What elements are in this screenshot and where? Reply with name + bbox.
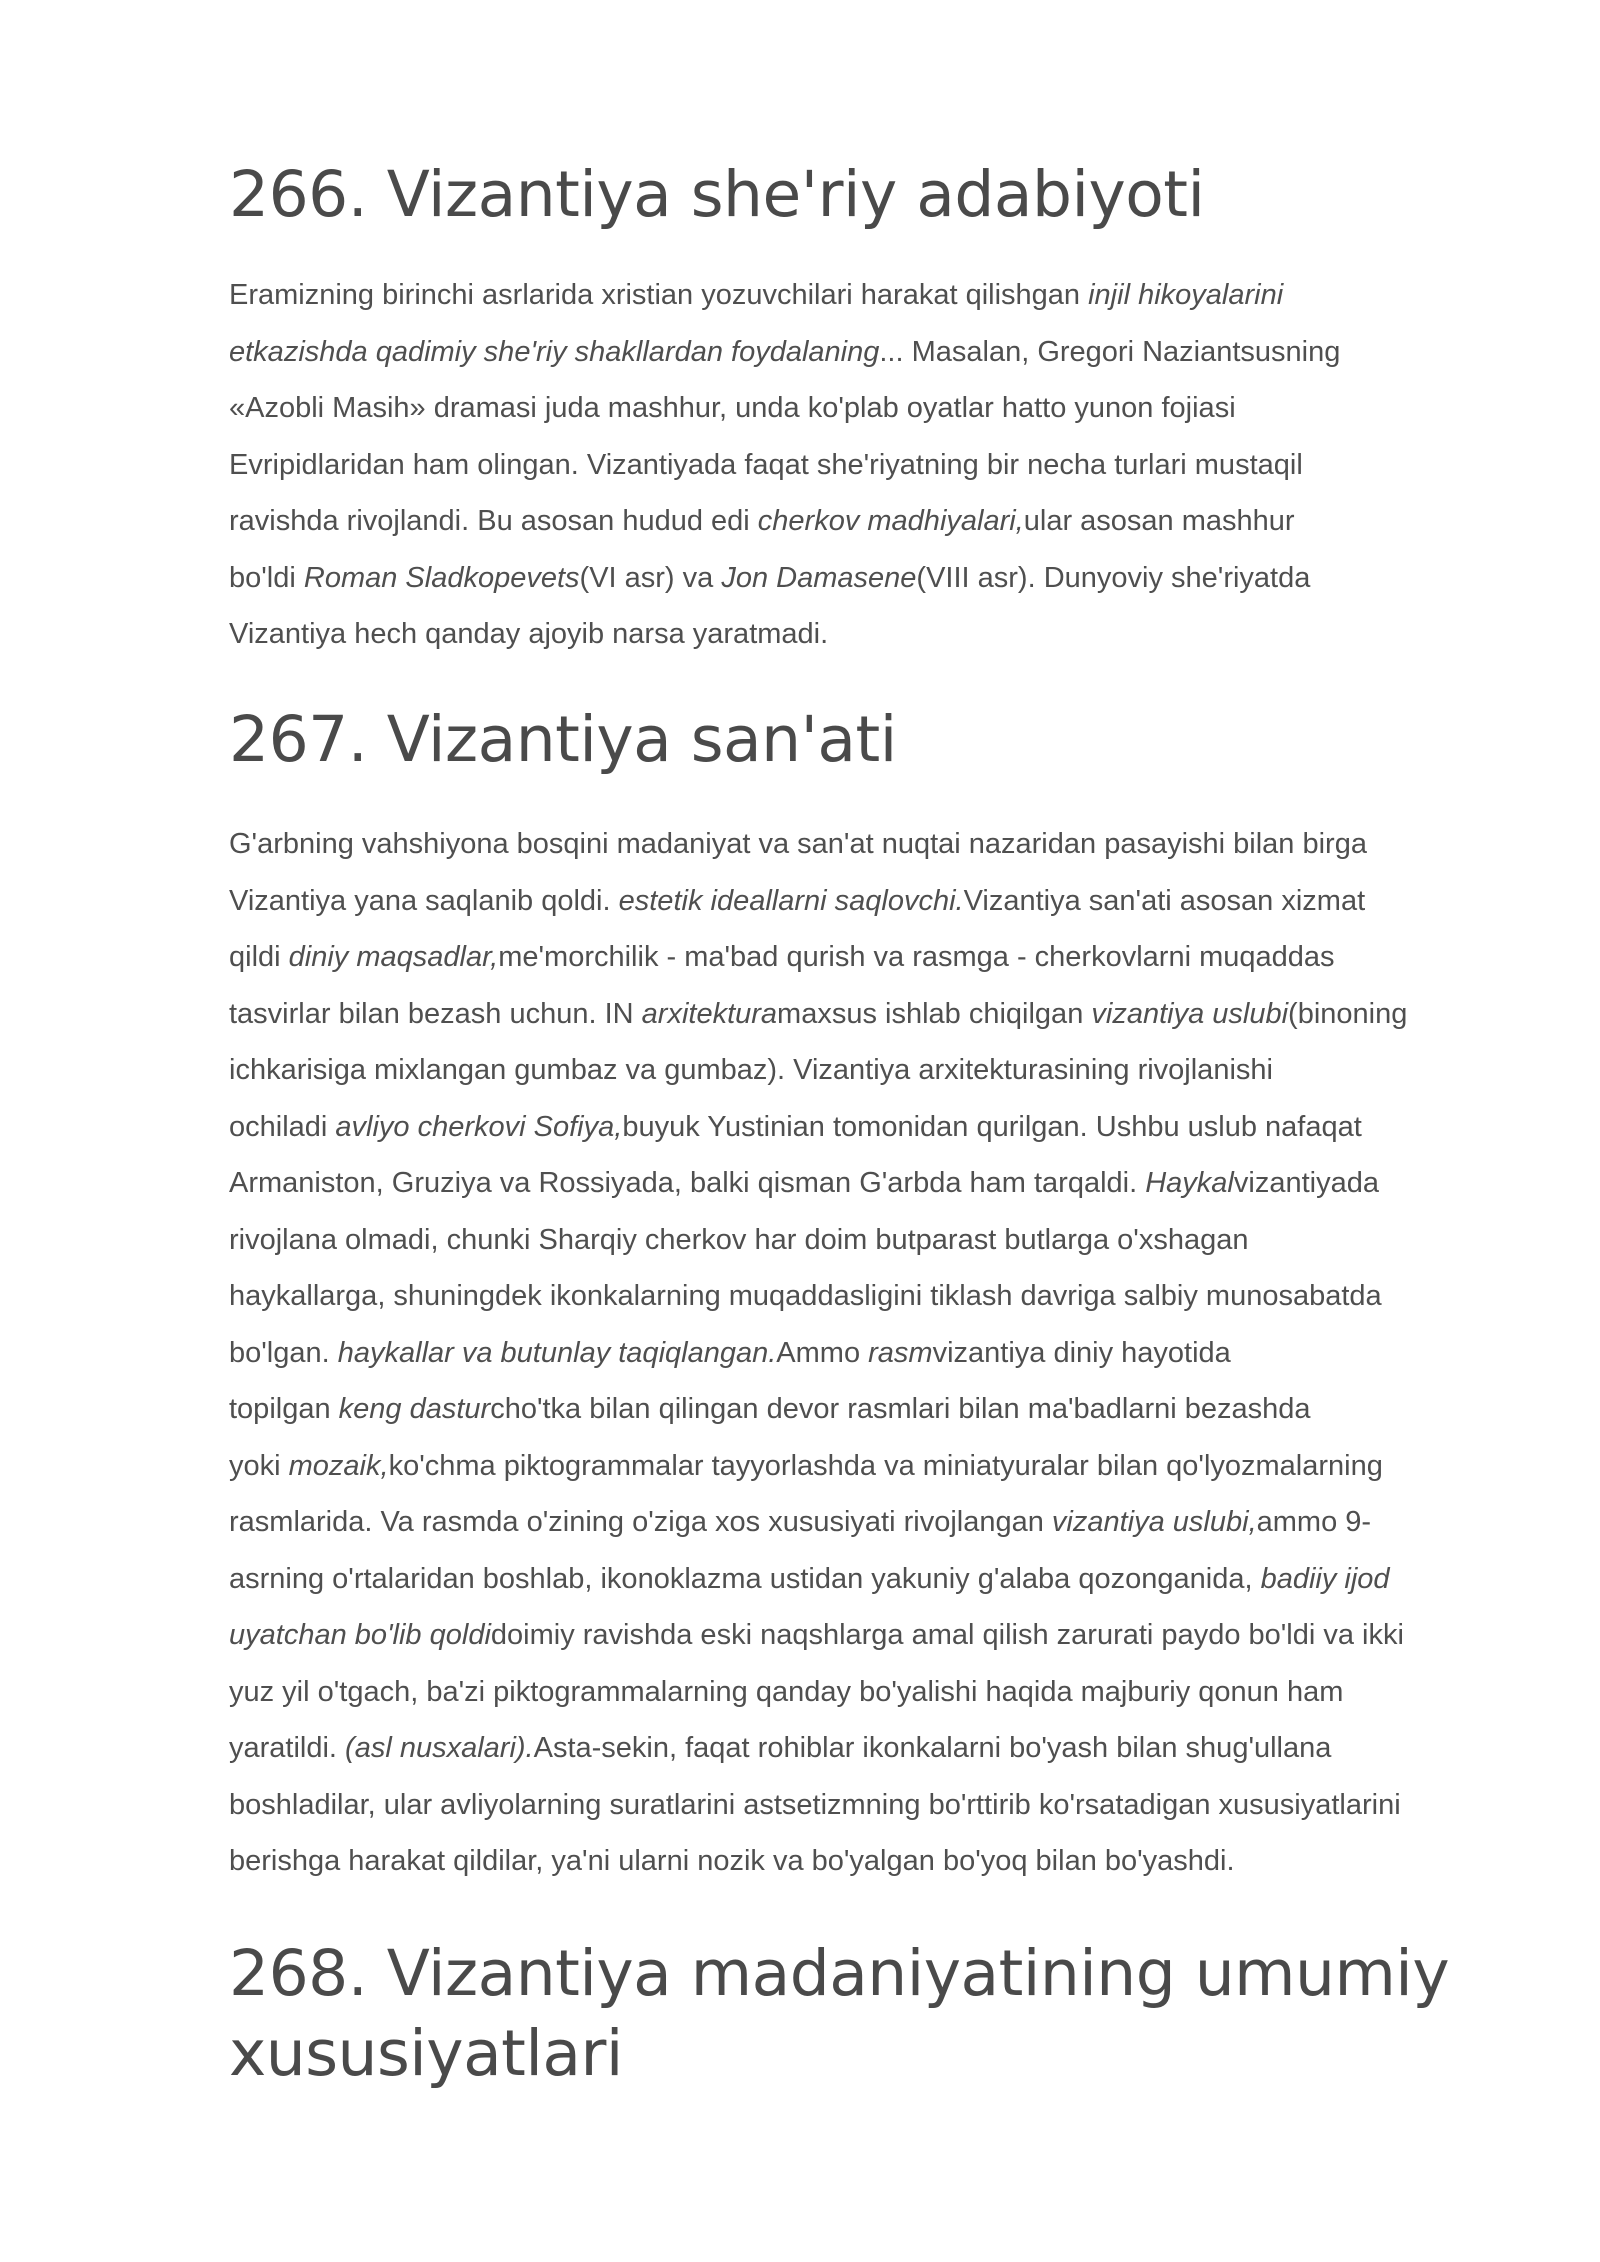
italic-run: diniy maqsadlar, xyxy=(288,941,499,973)
text-run: vizantiyada xyxy=(1233,1167,1379,1199)
italic-run: vizantiya uslubi, xyxy=(1051,1506,1257,1538)
text-run: Vizantiya hech qanday ajoyib narsa yaratmadi. xyxy=(229,618,829,650)
text-line xyxy=(229,816,1407,873)
text-run: tasvirlar bilan bezash uchun. IN xyxy=(229,997,642,1030)
text-run: (VI asr) va xyxy=(579,561,722,594)
text-run: ravishda rivojlandi. Bu asosan hudud edi xyxy=(229,505,758,537)
text-line xyxy=(229,1042,1407,1099)
text-run: G'arbning vahshiyona bosqini madaniyat va san'at nuqtai nazaridan pasayishi bilan birga xyxy=(229,828,1367,860)
section-heading-268-line: 268. Vizantiya madaniyatining umumiy xyxy=(229,1937,1450,2010)
text-line xyxy=(229,1494,1407,1551)
section-heading-267: 267. Vizantiya san'ati xyxy=(229,703,897,776)
text-run: (VIII asr). Dunyoviy she'riyatda xyxy=(916,561,1311,594)
text-line xyxy=(229,324,1340,381)
italic-run: arxitektura xyxy=(641,997,778,1030)
text-line xyxy=(229,1155,1407,1212)
text-run: Vizantiya san'ati asosan xizmat xyxy=(963,884,1366,917)
text-line xyxy=(229,550,1340,607)
section-heading-266: 266. Vizantiya she'riy adabiyoti xyxy=(229,158,1205,231)
text-run: doimiy ravishda eski naqshlarga amal qilish zarurati paydo bo'ldi va ikki xyxy=(490,1619,1404,1651)
text-line xyxy=(229,493,1340,550)
text-run: bo'ldi xyxy=(229,561,304,594)
text-run: Eramizning birinchi asrlarida xristian yozuvchilari harakat qilishgan xyxy=(229,279,1089,311)
text-run: «Azobli Masih» dramasi juda mashhur, unda ko'plab oyatlar hatto yunon fojiasi xyxy=(229,392,1236,424)
text-line xyxy=(229,437,1340,494)
section-paragraph-267 xyxy=(229,816,1407,1890)
text-run: Armaniston, Gruziya va Rossiyada, balki qisman G'arbda ham tarqaldi. xyxy=(229,1167,1146,1199)
italic-run: Jon Damasene xyxy=(721,561,917,594)
text-run: bo'lgan. xyxy=(229,1336,338,1369)
italic-run: uyatchan bo'lib qoldi xyxy=(229,1619,491,1651)
text-line xyxy=(229,986,1407,1043)
text-line xyxy=(229,267,1340,324)
italic-run: keng dastur xyxy=(338,1393,491,1425)
text-run: yuz yil o'tgach, ba'zi piktogrammalarning qanday bo'yalishi haqida majburiy qonun ham xyxy=(229,1675,1344,1708)
text-run: Evripidlaridan ham olingan. Vizantiyada faqat she'riyatning bir necha turlari mustaqil xyxy=(229,448,1303,481)
text-run: asrning o'rtalaridan boshlab, ikonoklazma ustidan yakuniy g'alaba qozonganida, xyxy=(229,1562,1261,1595)
section-heading-268-line: xususiyatlari xyxy=(229,2017,623,2090)
text-run: boshladilar, ular avliyolarning suratlarini astsetizmning bo'rttirib ko'rsatadigan xususiyatlarini xyxy=(229,1788,1401,1821)
text-line xyxy=(229,1268,1407,1325)
text-line xyxy=(229,1607,1407,1664)
text-line xyxy=(229,380,1340,437)
text-run: yaratildi. xyxy=(229,1732,346,1764)
text-run: cho'tka bilan qilingan devor rasmlari bilan ma'badlarni bezashda xyxy=(490,1393,1311,1425)
italic-run: estetik ideallarni saqlovchi. xyxy=(618,884,964,917)
text-line xyxy=(229,1777,1407,1834)
text-run: haykallarga, shuningdek ikonkalarning muqaddasligini tiklash davriga salbiy munosabatda xyxy=(229,1280,1382,1312)
text-run: berishga harakat qildilar, ya'ni ularni nozik va bo'yalgan bo'yoq bilan bo'yashdi. xyxy=(229,1845,1235,1877)
text-run: ochiladi xyxy=(229,1110,336,1143)
text-run: rivojlana olmadi, chunki Sharqiy cherkov har doim butparast butlarga o'xshagan xyxy=(229,1223,1249,1256)
text-run: vizantiya diniy hayotida xyxy=(932,1336,1231,1369)
text-line xyxy=(229,1551,1407,1608)
text-line xyxy=(229,1833,1407,1890)
text-run: buyuk Yustinian tomonidan qurilgan. Ushbu uslub nafaqat xyxy=(622,1110,1362,1143)
italic-run: vizantiya uslubi xyxy=(1091,997,1289,1030)
text-run: (binoning xyxy=(1288,997,1408,1030)
text-line xyxy=(229,873,1407,930)
text-run: Ammo xyxy=(776,1336,869,1369)
text-line xyxy=(229,1381,1407,1438)
text-line xyxy=(229,1720,1407,1777)
italic-run: avliyo cherkovi Sofiya, xyxy=(335,1110,623,1143)
text-run: me'morchilik - ma'bad qurish va rasmga - cherkovlarni muqaddas xyxy=(498,941,1335,973)
italic-run: rasm xyxy=(868,1336,933,1369)
italic-run: badiiy ijod xyxy=(1260,1562,1390,1595)
text-line xyxy=(229,929,1407,986)
text-run: maxsus ishlab chiqilgan xyxy=(777,997,1092,1030)
italic-run: mozaik, xyxy=(288,1449,389,1482)
italic-run: cherkov madhiyalari, xyxy=(757,505,1024,537)
text-line xyxy=(229,1099,1407,1156)
section-heading-268 xyxy=(229,1934,1449,2094)
italic-run: etkazishda qadimiy she'riy shakllardan foydalaning xyxy=(229,335,880,368)
text-run: ichkarisiga mixlangan gumbaz va gumbaz). Vizantiya arxitekturasining rivojlanishi xyxy=(229,1054,1273,1086)
section-paragraph-266 xyxy=(229,267,1340,663)
text-run: ammo 9- xyxy=(1256,1506,1372,1538)
italic-run: injil hikoyalarini xyxy=(1088,279,1284,311)
italic-run: haykallar va butunlay taqiqlangan. xyxy=(337,1336,777,1369)
text-line xyxy=(229,606,1340,663)
italic-run: (asl nusxalari). xyxy=(345,1732,534,1764)
italic-run: Roman Sladkopevets xyxy=(303,561,580,594)
text-line xyxy=(229,1438,1407,1495)
text-line xyxy=(229,1212,1407,1269)
text-run: rasmlarida. Va rasmda o'zining o'ziga xos xususiyati rivojlangan xyxy=(229,1506,1052,1538)
italic-run: Haykal xyxy=(1145,1167,1234,1199)
text-line xyxy=(229,1664,1407,1721)
text-line xyxy=(229,1325,1407,1382)
text-run: Asta-sekin, faqat rohiblar ikonkalarni bo'yash bilan shug'ullana xyxy=(533,1732,1332,1764)
text-run: ular asosan mashhur xyxy=(1023,505,1295,537)
text-run: Vizantiya yana saqlanib qoldi. xyxy=(229,884,619,917)
text-run: yoki xyxy=(229,1449,289,1482)
text-run: topilgan xyxy=(229,1393,339,1425)
text-run: qildi xyxy=(229,941,289,973)
text-run: ... Masalan, Gregori Naziantsusning xyxy=(879,335,1341,368)
text-run: ko'chma piktogrammalar tayyorlashda va miniatyuralar bilan qo'lyozmalarning xyxy=(388,1449,1383,1482)
